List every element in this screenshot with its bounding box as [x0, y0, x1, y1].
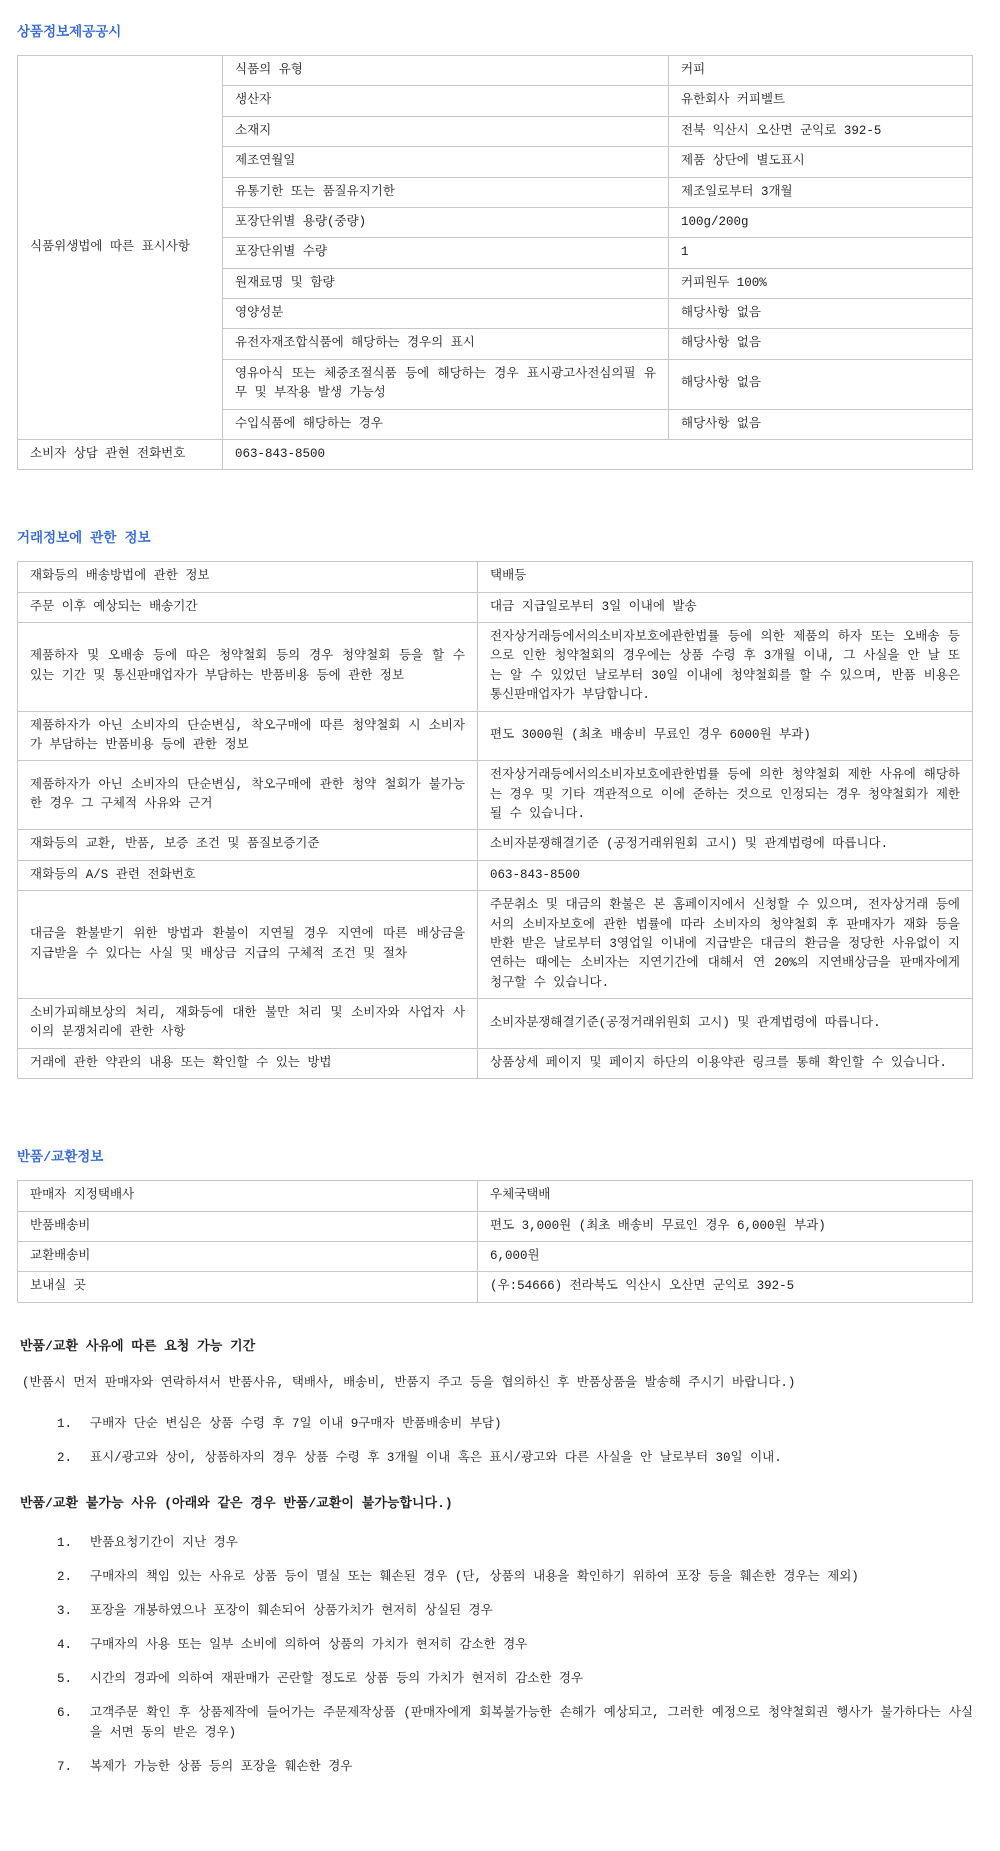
field-value-cell: 택배등	[478, 562, 973, 592]
table-row	[18, 891, 973, 999]
table-row	[18, 761, 973, 830]
field-label-cell: 반품배송비	[18, 1211, 478, 1241]
list-item: 반품요청기간이 지난 경우	[90, 1536, 238, 1551]
field-label-cell: 소재지	[223, 116, 669, 146]
field-label-cell: 소비가피해보상의 처리, 재화등에 대한 불만 처리 및 소비자와 사업자 사이의 분쟁처리에 관한 사항	[18, 999, 478, 1049]
field-label-cell: 유통기한 또는 품질유지기한	[223, 177, 669, 207]
return-exchange-table	[17, 1180, 973, 1303]
return-impossible-list	[17, 1533, 973, 1777]
field-label-cell: 영양성분	[223, 299, 669, 329]
food-labeling-table	[17, 55, 973, 470]
field-value-cell: 해당사항 없음	[669, 299, 973, 329]
field-value-cell: 편도 3000원 (최초 배송비 무료인 경우 6000원 부과)	[478, 711, 973, 761]
field-label-cell: 재화등의 A/S 관련 전화번호	[18, 860, 478, 890]
field-label-cell: 영유아식 또는 체중조절식품 등에 해당하는 경우 표시광고사전심의필 유무 및 부작용 발생 가능성	[223, 359, 669, 409]
field-value-cell: 해당사항 없음	[669, 329, 973, 359]
field-value-cell: 전자상거래등에서의소비자보호에관한법률 등에 의한 청약철회 제한 사유에 해당하는 경우 및 기타 객관적으로 이에 준하는 것으로 인정되는 경우 청약철회가 제한될 수 있습니다.	[478, 761, 973, 830]
field-label-cell: 주문 이후 예상되는 배송기간	[18, 592, 478, 622]
field-label-cell: 포장단위별 수량	[223, 238, 669, 268]
field-value-cell: 제품 상단에 별도표시	[669, 147, 973, 177]
field-value-cell: 커피원두 100%	[669, 268, 973, 298]
field-value-cell: 커피	[669, 56, 973, 86]
list-item: 구배자 단순 변심은 상품 수령 후 7일 이내 9구매자 반품배송비 부담)	[90, 1417, 502, 1432]
field-value-cell: (우:54666) 전라북도 익산시 오산면 군익로 392-5	[478, 1272, 973, 1302]
return-request-period-list	[17, 1414, 973, 1468]
table-row	[18, 999, 973, 1049]
field-label-cell: 포장단위별 용량(중량)	[223, 207, 669, 237]
field-value-cell: 유한회사 커피벨트	[669, 86, 973, 116]
field-label-cell: 생산자	[223, 86, 669, 116]
table-row	[18, 1048, 973, 1078]
field-label-cell: 제품하자가 아닌 소비자의 단순변심, 착오구매에 관한 청약 철회가 불가능한 경우 그 구체적 사유와 근거	[18, 761, 478, 830]
return-contact-note: (반품시 먼저 판매자와 연락하셔서 반품사유, 택배사, 배송비, 반품지 주고 등을 협의하신 후 반품상품을 발송해 주시기 바랍니다.)	[22, 1375, 796, 1390]
field-value-cell: 소비자분쟁해결기준(공정거래위원회 고시) 및 관계법령에 따릅니다.	[478, 999, 973, 1049]
list-item: 포장을 개봉하였으나 포장이 훼손되어 상품가치가 현저히 상실된 경우	[90, 1604, 493, 1619]
field-value-cell: 편도 3,000원 (최초 배송비 무료인 경우 6,000원 부과)	[478, 1211, 973, 1241]
field-label-cell: 재화등의 배송방법에 관한 정보	[18, 562, 478, 592]
field-label-cell: 교환배송비	[18, 1241, 478, 1271]
field-value-cell: 상품상세 페이지 및 페이지 하단의 이용약관 링크를 통해 확인할 수 있습니다.	[478, 1048, 973, 1078]
field-value-cell: 대금 지급일로부터 3일 이내에 발송	[478, 592, 973, 622]
field-label-cell: 거래에 관한 약관의 내용 또는 확인할 수 있는 방법	[18, 1048, 478, 1078]
transaction-info-table	[17, 561, 973, 1079]
field-value-cell: 전북 익산시 오산면 군익로 392-5	[669, 116, 973, 146]
field-value-cell: 전자상거래등에서의소비자보호에관한법률 등에 의한 제품의 하자 또는 오배송 등으로 인한 청약철회의 경우에는 상품 수령 후 3개월 이내, 그 사실을 안 날 또는 알 수 있었던 날로부터 30일 이내에 청약철회를 할 수 있으며, 반품 비용은 통신판매업자가 부담합니다.	[478, 623, 973, 712]
table-row	[18, 1211, 973, 1241]
list-item: 시간의 경과에 의하여 재판매가 곤란할 정도로 상품 등의 가치가 현저히 감소한 경우	[90, 1672, 584, 1687]
list-item: 복제가 가능한 상품 등의 포장을 훼손한 경우	[90, 1760, 353, 1775]
field-label-cell: 제조연월일	[223, 147, 669, 177]
field-label-cell: 유전자재조합식품에 해당하는 경우의 표시	[223, 329, 669, 359]
field-label-cell: 제품하자 및 오배송 등에 따은 청약철회 등의 경우 청약철회 등을 할 수 있는 기간 및 통신판매업자가 부담하는 반품비용 등에 관한 정보	[18, 623, 478, 712]
field-label-cell: 원재료명 및 함량	[223, 268, 669, 298]
list-item: 표시/광고와 상이, 상품하자의 경우 상품 수령 후 3개월 이내 혹은 표시/광고와 다른 사실을 안 날로부터 30일 이내.	[90, 1451, 782, 1466]
table-row	[18, 830, 973, 860]
field-label-cell: 재화등의 교환, 반품, 보증 조건 및 품질보증기준	[18, 830, 478, 860]
table-row	[18, 1272, 973, 1302]
table-row	[18, 592, 973, 622]
table-row	[18, 860, 973, 890]
section-title-return-exchange-info: 반품/교환정보	[17, 1151, 104, 1167]
table-row	[18, 56, 973, 86]
section-title-product-info-disclosure: 상품정보제공공시	[17, 26, 122, 41]
table-row	[18, 439, 973, 469]
return-request-period-heading: 반품/교환 사유에 따른 요청 가능 기간	[20, 1338, 256, 1354]
table-row	[18, 711, 973, 761]
field-value-cell: 1	[669, 238, 973, 268]
list-item: 구매자의 사용 또는 일부 소비에 의하여 상품의 가치가 현저히 감소한 경우	[90, 1638, 528, 1653]
field-value-cell: 해당사항 없음	[669, 409, 973, 439]
list-item: 구매자의 책임 있는 사유로 상품 등이 멸실 또는 훼손된 경우 (단, 상품의 내용을 확인하기 위하여 포장 등을 훼손한 경우는 제외)	[90, 1570, 859, 1585]
field-label-cell: 제품하자가 아닌 소비자의 단순변심, 착오구매에 따른 청약철회 시 소비자가 부담하는 반품비용 등에 관한 정보	[18, 711, 478, 761]
consumer-phone-value-cell: 063-843-8500	[223, 439, 973, 469]
table-row	[18, 1181, 973, 1211]
field-value-cell: 6,000원	[478, 1241, 973, 1271]
field-value-cell: 우체국택배	[478, 1181, 973, 1211]
field-value-cell: 주문취소 및 대금의 환불은 본 홈페이지에서 신청할 수 있으며, 전자상거래 등에서의 소비자보호에 관한 법률에 따라 소비자의 청약철회 후 판매자가 재화 등을 반환 받은 날로부터 3영업일 이내에 지급받은 대금의 환금을 정당한 사유없이 지연하는 때에는 소비자는 지연기간에 대해서 연 20%의 지연배상금을 판매자에게 청구할 수 있습니다.	[478, 891, 973, 999]
list-item: 고객주문 확인 후 상품제작에 들어가는 주문제작상품 (판매자에게 회복불가능한 손해가 예상되고, 그러한 예정으로 청약철회권 행사가 불가하다는 사실을 서면 동의 받은 경우)	[90, 1706, 973, 1741]
consumer-phone-label-cell: 소비자 상담 관현 전화번호	[18, 439, 223, 469]
field-label-cell: 대금을 환불받기 위한 방법과 환불이 지연될 경우 지연에 따른 배상금을 지급받을 수 있다는 사실 및 배상금 지급의 구체적 조건 및 절차	[18, 891, 478, 999]
field-label-cell: 판매자 지정택배사	[18, 1181, 478, 1211]
return-policy-section	[17, 1335, 973, 1778]
section-title-transaction-info: 거래정보에 관한 정보	[17, 532, 151, 548]
field-label-cell: 식품의 유형	[223, 56, 669, 86]
field-value-cell: 해당사항 없음	[669, 359, 973, 409]
field-value-cell: 100g/200g	[669, 207, 973, 237]
table-row	[18, 623, 973, 712]
field-value-cell: 제조일로부터 3개월	[669, 177, 973, 207]
field-value-cell: 소비자분쟁해결기준 (공정거래위원회 고시) 및 관계법령에 따릅니다.	[478, 830, 973, 860]
table-row	[18, 1241, 973, 1271]
field-label-cell: 보내실 곳	[18, 1272, 478, 1302]
field-label-cell: 수입식품에 해당하는 경우	[223, 409, 669, 439]
table-row	[18, 562, 973, 592]
return-impossible-heading: 반품/교환 불가능 사유 (아래와 같은 경우 반품/교환이 불가능합니다.)	[20, 1496, 453, 1512]
field-value-cell: 063-843-8500	[478, 860, 973, 890]
row-group-label-cell: 식품위생법에 따른 표시사항	[18, 56, 223, 440]
